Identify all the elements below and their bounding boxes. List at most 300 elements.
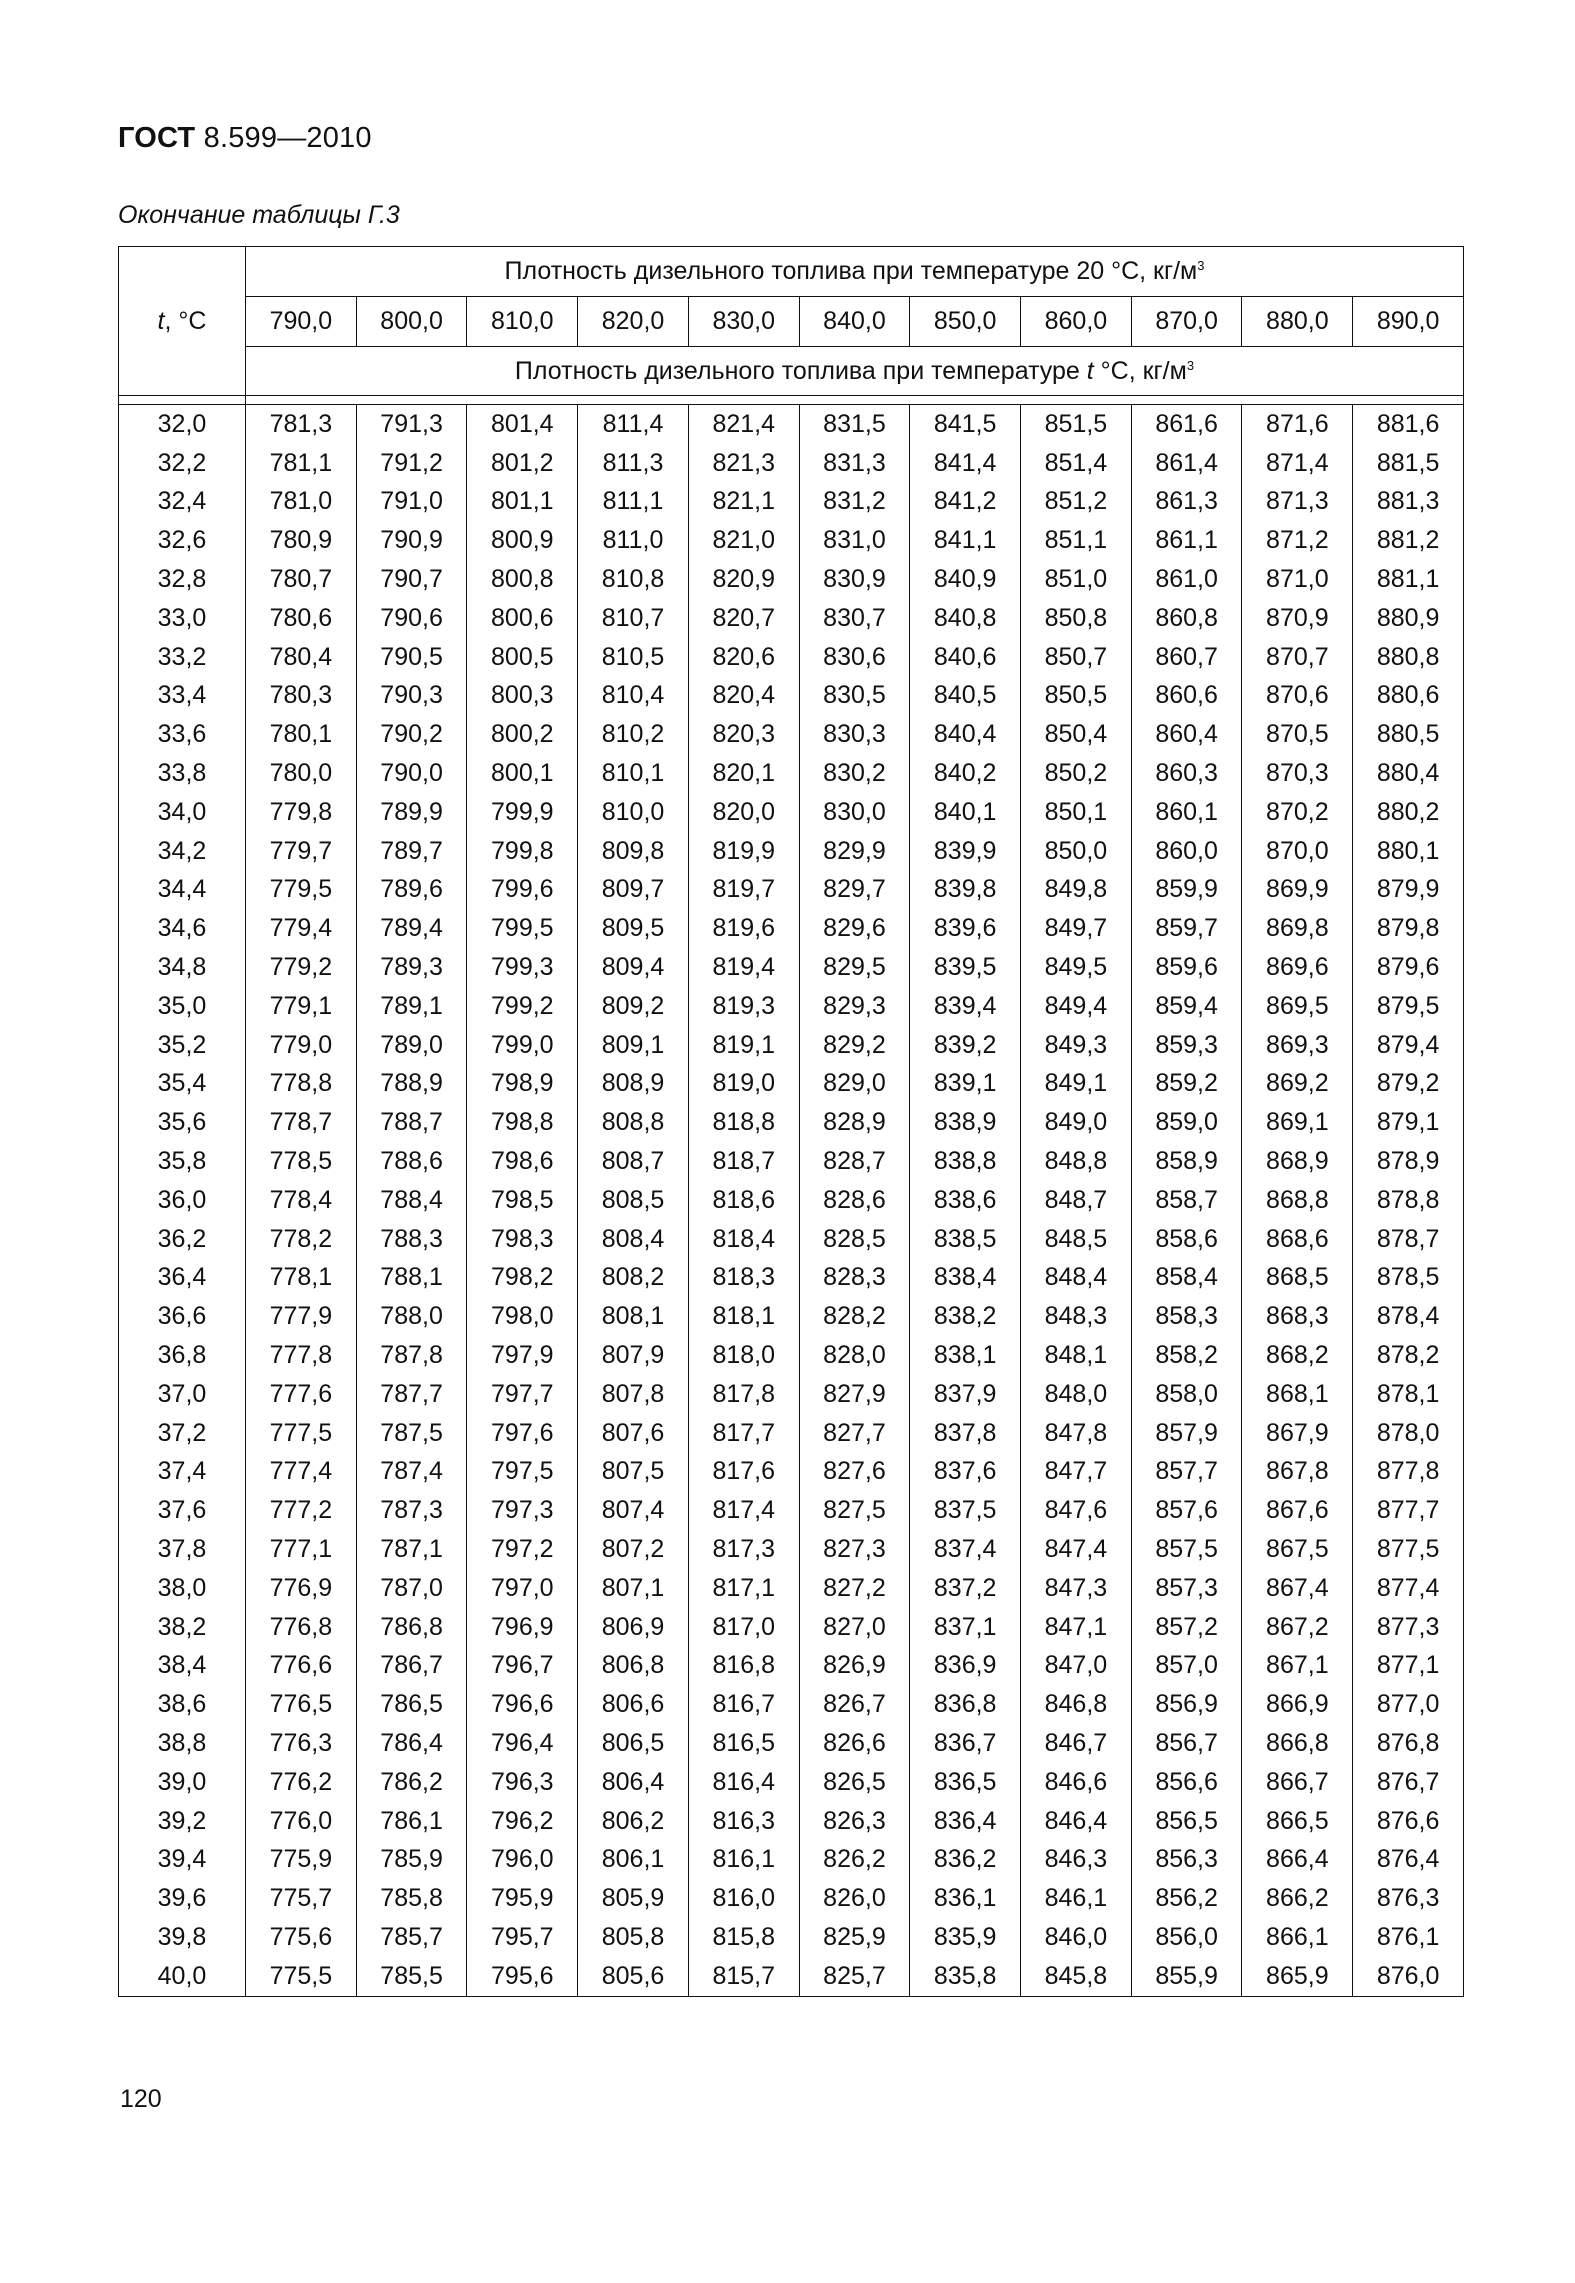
- table-row: [119, 1608, 1464, 1647]
- density-cell: 816,0: [688, 1879, 799, 1918]
- density-cell: 836,1: [910, 1879, 1021, 1918]
- density-cell: 878,0: [1353, 1414, 1464, 1453]
- temperature-cell: 37,8: [119, 1530, 246, 1569]
- density-cell: 828,0: [799, 1336, 910, 1375]
- density-cell: 815,7: [688, 1957, 799, 1996]
- density-cell: 800,5: [467, 638, 578, 677]
- density-cell: 800,3: [467, 677, 578, 716]
- density-cell: 866,2: [1242, 1879, 1353, 1918]
- density-cell: 840,8: [910, 599, 1021, 638]
- temperature-cell: 34,6: [119, 909, 246, 948]
- density-cell: 819,6: [688, 909, 799, 948]
- density-cell: 790,3: [356, 677, 467, 716]
- density-cell: 816,3: [688, 1802, 799, 1841]
- density-cell: 808,8: [578, 1103, 689, 1142]
- density-cell: 827,0: [799, 1608, 910, 1647]
- density-cell: 850,7: [1021, 638, 1132, 677]
- density-cell: 847,3: [1021, 1569, 1132, 1608]
- density-cell: 776,6: [246, 1647, 357, 1686]
- density-cell: 870,0: [1242, 832, 1353, 871]
- density-column-header: 830,0: [688, 297, 799, 347]
- density-cell: 869,6: [1242, 948, 1353, 987]
- temperature-cell: 36,2: [119, 1220, 246, 1259]
- table-row: [119, 405, 1464, 444]
- standard-label: ГОСТ: [118, 122, 196, 154]
- density-cell: 778,5: [246, 1142, 357, 1181]
- density-cell: 776,3: [246, 1724, 357, 1763]
- table-row: [119, 1569, 1464, 1608]
- temperature-cell: 38,8: [119, 1724, 246, 1763]
- density-cell: 798,6: [467, 1142, 578, 1181]
- table-row: [119, 1724, 1464, 1763]
- density-cell: 808,1: [578, 1297, 689, 1336]
- temperature-cell: 33,4: [119, 677, 246, 716]
- density-cell: 786,5: [356, 1685, 467, 1724]
- density-cell: 787,5: [356, 1414, 467, 1453]
- density-cell: 787,3: [356, 1491, 467, 1530]
- temperature-cell: 34,8: [119, 948, 246, 987]
- density-cell: 789,9: [356, 793, 467, 832]
- density-cell: 788,6: [356, 1142, 467, 1181]
- density-cell: 846,8: [1021, 1685, 1132, 1724]
- density-cell: 785,9: [356, 1840, 467, 1879]
- density-column-header: 800,0: [356, 297, 467, 347]
- density-cell: 880,8: [1353, 638, 1464, 677]
- density-cell: 816,4: [688, 1763, 799, 1802]
- density-cell: 880,9: [1353, 599, 1464, 638]
- density-cell: 777,2: [246, 1491, 357, 1530]
- density-cell: 849,1: [1021, 1065, 1132, 1104]
- density-cell: 858,3: [1131, 1297, 1242, 1336]
- density-cell: 776,9: [246, 1569, 357, 1608]
- density-cell: 837,4: [910, 1530, 1021, 1569]
- density-cell: 808,7: [578, 1142, 689, 1181]
- density-cell: 775,9: [246, 1840, 357, 1879]
- density-cell: 877,3: [1353, 1608, 1464, 1647]
- density-cell: 810,2: [578, 715, 689, 754]
- table-row: [119, 1414, 1464, 1453]
- density-cell: 856,3: [1131, 1840, 1242, 1879]
- density-cell: 835,8: [910, 1957, 1021, 1996]
- density-cell: 810,5: [578, 638, 689, 677]
- density-cell: 830,0: [799, 793, 910, 832]
- density-cell: 856,9: [1131, 1685, 1242, 1724]
- density-column-header: 810,0: [467, 297, 578, 347]
- density-cell: 800,8: [467, 560, 578, 599]
- density-cell: 827,9: [799, 1375, 910, 1414]
- density-cell: 860,1: [1131, 793, 1242, 832]
- density-cell: 866,5: [1242, 1802, 1353, 1841]
- table-row: [119, 948, 1464, 987]
- density-cell: 880,5: [1353, 715, 1464, 754]
- temperature-cell: 38,4: [119, 1647, 246, 1686]
- density-cell: 787,4: [356, 1453, 467, 1492]
- density-cell: 779,0: [246, 1026, 357, 1065]
- density-cell: 859,6: [1131, 948, 1242, 987]
- table-row: [119, 638, 1464, 677]
- density-cell: 819,0: [688, 1065, 799, 1104]
- density-cell: 839,8: [910, 871, 1021, 910]
- density-cell: 851,4: [1021, 444, 1132, 483]
- density-cell: 849,3: [1021, 1026, 1132, 1065]
- density-cell: 836,5: [910, 1763, 1021, 1802]
- density-cell: 857,6: [1131, 1491, 1242, 1530]
- temperature-cell: 32,8: [119, 560, 246, 599]
- temperature-cell: 36,0: [119, 1181, 246, 1220]
- table-row: [119, 715, 1464, 754]
- density-cell: 808,2: [578, 1259, 689, 1298]
- density-cell: 860,7: [1131, 638, 1242, 677]
- table-row: [119, 987, 1464, 1026]
- density-cell: 829,6: [799, 909, 910, 948]
- table-row: [119, 1103, 1464, 1142]
- density-cell: 806,1: [578, 1840, 689, 1879]
- density-cell: 859,3: [1131, 1026, 1242, 1065]
- density-cell: 846,7: [1021, 1724, 1132, 1763]
- density-cell: 869,1: [1242, 1103, 1353, 1142]
- density-cell: 790,2: [356, 715, 467, 754]
- density-cell: 860,8: [1131, 599, 1242, 638]
- density-cell: 826,6: [799, 1724, 910, 1763]
- density-cell: 818,1: [688, 1297, 799, 1336]
- density-cell: 869,2: [1242, 1065, 1353, 1104]
- density-cell: 807,9: [578, 1336, 689, 1375]
- density-cell: 847,0: [1021, 1647, 1132, 1686]
- density-cell: 786,1: [356, 1802, 467, 1841]
- density-cell: 878,4: [1353, 1297, 1464, 1336]
- density-cell: 851,0: [1021, 560, 1132, 599]
- density-cell: 857,3: [1131, 1569, 1242, 1608]
- density-cell: 828,7: [799, 1142, 910, 1181]
- density-column-header: 840,0: [799, 297, 910, 347]
- density-cell: 790,9: [356, 521, 467, 560]
- density-cell: 866,4: [1242, 1840, 1353, 1879]
- density-cell: 785,5: [356, 1957, 467, 1996]
- density-cell: 778,1: [246, 1259, 357, 1298]
- density-cell: 857,5: [1131, 1530, 1242, 1569]
- density-cell: 819,4: [688, 948, 799, 987]
- density-cell: 806,6: [578, 1685, 689, 1724]
- density-cell: 860,4: [1131, 715, 1242, 754]
- density-cell: 790,5: [356, 638, 467, 677]
- density-cell: 870,9: [1242, 599, 1353, 638]
- density-cell: 795,7: [467, 1918, 578, 1957]
- density-cell: 880,1: [1353, 832, 1464, 871]
- table-row: [119, 1375, 1464, 1414]
- density-cell: 849,0: [1021, 1103, 1132, 1142]
- density-cell: 797,9: [467, 1336, 578, 1375]
- density-cell: 790,0: [356, 754, 467, 793]
- density-cell: 796,9: [467, 1608, 578, 1647]
- density-cell: 820,9: [688, 560, 799, 599]
- density-cell: 851,2: [1021, 483, 1132, 522]
- temperature-cell: 38,0: [119, 1569, 246, 1608]
- density-cell: 830,7: [799, 599, 910, 638]
- density-cell: 816,5: [688, 1724, 799, 1763]
- density-cell: 807,1: [578, 1569, 689, 1608]
- density-cell: 810,0: [578, 793, 689, 832]
- density-cell: 801,2: [467, 444, 578, 483]
- density-cell: 800,6: [467, 599, 578, 638]
- table-row: [119, 483, 1464, 522]
- density-cell: 820,3: [688, 715, 799, 754]
- density-cell: 879,9: [1353, 871, 1464, 910]
- table-caption: Окончание таблицы Г.3: [118, 201, 400, 229]
- density-cell: 820,4: [688, 677, 799, 716]
- density-cell: 848,5: [1021, 1220, 1132, 1259]
- temperature-cell: 35,2: [119, 1026, 246, 1065]
- density-cell: 819,7: [688, 871, 799, 910]
- density-cell: 840,5: [910, 677, 1021, 716]
- density-column-header: 820,0: [578, 297, 689, 347]
- temperature-cell: 36,8: [119, 1336, 246, 1375]
- density-cell: 778,7: [246, 1103, 357, 1142]
- table-row: [119, 1840, 1464, 1879]
- density-cell: 840,4: [910, 715, 1021, 754]
- density-cell: 870,2: [1242, 793, 1353, 832]
- density-cell: 806,2: [578, 1802, 689, 1841]
- density-cell: 838,6: [910, 1181, 1021, 1220]
- density-cell: 876,0: [1353, 1957, 1464, 1996]
- table-row: [119, 444, 1464, 483]
- temperature-cell: 37,6: [119, 1491, 246, 1530]
- density-cell: 836,9: [910, 1647, 1021, 1686]
- density-cell: 786,4: [356, 1724, 467, 1763]
- table-row: [119, 1763, 1464, 1802]
- density-column-header: 790,0: [246, 297, 357, 347]
- density-cell: 858,4: [1131, 1259, 1242, 1298]
- density-cell: 847,7: [1021, 1453, 1132, 1492]
- table-row: [119, 1181, 1464, 1220]
- density-cell: 866,9: [1242, 1685, 1353, 1724]
- density-cell: 780,1: [246, 715, 357, 754]
- density-cell: 861,4: [1131, 444, 1242, 483]
- density-cell: 838,4: [910, 1259, 1021, 1298]
- density-cell: 817,4: [688, 1491, 799, 1530]
- density-cell: 836,4: [910, 1802, 1021, 1841]
- density-cell: 779,7: [246, 832, 357, 871]
- density-cell: 801,1: [467, 483, 578, 522]
- density-cell: 785,7: [356, 1918, 467, 1957]
- density-cell: 870,5: [1242, 715, 1353, 754]
- density-cell: 821,3: [688, 444, 799, 483]
- density-cell: 840,9: [910, 560, 1021, 599]
- density-cell: 791,0: [356, 483, 467, 522]
- density-cell: 809,5: [578, 909, 689, 948]
- density-cell: 828,5: [799, 1220, 910, 1259]
- density-cell: 831,5: [799, 405, 910, 444]
- temperature-cell: 32,6: [119, 521, 246, 560]
- table-row: [119, 1065, 1464, 1104]
- density-cell: 798,9: [467, 1065, 578, 1104]
- density-cell: 826,7: [799, 1685, 910, 1724]
- table-row: [119, 677, 1464, 716]
- density-cell: 870,3: [1242, 754, 1353, 793]
- density-cell: 800,2: [467, 715, 578, 754]
- density-cell: 870,6: [1242, 677, 1353, 716]
- density-cell: 840,1: [910, 793, 1021, 832]
- density-cell: 848,1: [1021, 1336, 1132, 1375]
- table-row: [119, 599, 1464, 638]
- density-cell: 787,8: [356, 1336, 467, 1375]
- density-cell: 780,7: [246, 560, 357, 599]
- density-cell: 830,3: [799, 715, 910, 754]
- temperature-column-header: t, °С: [119, 247, 246, 396]
- density-cell: 828,2: [799, 1297, 910, 1336]
- temperature-cell: 35,6: [119, 1103, 246, 1142]
- table-row: [119, 1026, 1464, 1065]
- density-cell: 838,9: [910, 1103, 1021, 1142]
- density-cell: 860,6: [1131, 677, 1242, 716]
- table-row: [119, 793, 1464, 832]
- density-cell: 848,4: [1021, 1259, 1132, 1298]
- density-cell: 777,8: [246, 1336, 357, 1375]
- table-row: [119, 1259, 1464, 1298]
- density-cell: 815,8: [688, 1918, 799, 1957]
- density-cell: 837,2: [910, 1569, 1021, 1608]
- density-cell: 826,3: [799, 1802, 910, 1841]
- table-row: [119, 1685, 1464, 1724]
- density-cell: 777,4: [246, 1453, 357, 1492]
- density-cell: 845,8: [1021, 1957, 1132, 1996]
- density-cell: 797,2: [467, 1530, 578, 1569]
- density-cell: 837,6: [910, 1453, 1021, 1492]
- density-cell: 840,6: [910, 638, 1021, 677]
- density-cell: 788,7: [356, 1103, 467, 1142]
- density-column-header: 850,0: [910, 297, 1021, 347]
- density-cell: 839,4: [910, 987, 1021, 1026]
- density-cell: 829,9: [799, 832, 910, 871]
- density-cell: 779,8: [246, 793, 357, 832]
- density-cell: 860,3: [1131, 754, 1242, 793]
- density-cell: 800,1: [467, 754, 578, 793]
- density-cell: 798,2: [467, 1259, 578, 1298]
- density-cell: 839,6: [910, 909, 1021, 948]
- density-cell: 878,8: [1353, 1181, 1464, 1220]
- density-cell: 857,2: [1131, 1608, 1242, 1647]
- density-cell: 777,1: [246, 1530, 357, 1569]
- temperature-cell: 33,2: [119, 638, 246, 677]
- density-cell: 839,9: [910, 832, 1021, 871]
- density-cell: 830,6: [799, 638, 910, 677]
- density-cell: 778,4: [246, 1181, 357, 1220]
- density-cell: 817,6: [688, 1453, 799, 1492]
- density-cell: 861,1: [1131, 521, 1242, 560]
- density-cell: 798,8: [467, 1103, 578, 1142]
- table-row: [119, 909, 1464, 948]
- density-cell: 778,2: [246, 1220, 357, 1259]
- page-number: 120: [120, 2085, 162, 2113]
- density-cell: 867,2: [1242, 1608, 1353, 1647]
- density-cell: 841,2: [910, 483, 1021, 522]
- density-cell: 851,5: [1021, 405, 1132, 444]
- temperature-cell: 32,2: [119, 444, 246, 483]
- density-cell: 858,2: [1131, 1336, 1242, 1375]
- density-cell: 816,8: [688, 1647, 799, 1686]
- temperature-cell: 39,8: [119, 1918, 246, 1957]
- density-cell: 841,4: [910, 444, 1021, 483]
- temperature-cell: 36,4: [119, 1259, 246, 1298]
- density-cell: 798,5: [467, 1181, 578, 1220]
- density-cell: 837,5: [910, 1491, 1021, 1530]
- density-cell: 876,1: [1353, 1918, 1464, 1957]
- density-cell: 818,3: [688, 1259, 799, 1298]
- density-cell: 780,9: [246, 521, 357, 560]
- density-cell: 825,7: [799, 1957, 910, 1996]
- density-cell: 877,8: [1353, 1453, 1464, 1492]
- density-cell: 848,8: [1021, 1142, 1132, 1181]
- density-cell: 878,1: [1353, 1375, 1464, 1414]
- temperature-cell: 33,6: [119, 715, 246, 754]
- density-cell: 807,4: [578, 1491, 689, 1530]
- table-row: [119, 1453, 1464, 1492]
- density-cell: 830,9: [799, 560, 910, 599]
- table-row: [119, 1297, 1464, 1336]
- density-cell: 780,3: [246, 677, 357, 716]
- density-cell: 879,4: [1353, 1026, 1464, 1065]
- density-cell: 827,2: [799, 1569, 910, 1608]
- density-cell: 871,0: [1242, 560, 1353, 599]
- density-cell: 846,1: [1021, 1879, 1132, 1918]
- density-cell: 820,7: [688, 599, 799, 638]
- density-cell: 829,2: [799, 1026, 910, 1065]
- density-cell: 786,7: [356, 1647, 467, 1686]
- density-cell: 809,1: [578, 1026, 689, 1065]
- density-cell: 775,7: [246, 1879, 357, 1918]
- density-cell: 850,8: [1021, 599, 1132, 638]
- density-cell: 867,5: [1242, 1530, 1353, 1569]
- table-row: [119, 1491, 1464, 1530]
- standard-number: 8.599—2010: [203, 122, 372, 154]
- density-cell: 869,3: [1242, 1026, 1353, 1065]
- density-cell: 789,3: [356, 948, 467, 987]
- density-cell: 850,2: [1021, 754, 1132, 793]
- table-row: [119, 1802, 1464, 1841]
- density-cell: 786,2: [356, 1763, 467, 1802]
- density-cell: 847,1: [1021, 1608, 1132, 1647]
- density-cell: 869,9: [1242, 871, 1353, 910]
- density-cell: 858,6: [1131, 1220, 1242, 1259]
- density-cell: 817,7: [688, 1414, 799, 1453]
- density-cell: 879,2: [1353, 1065, 1464, 1104]
- density-cell: 847,6: [1021, 1491, 1132, 1530]
- density-cell: 876,4: [1353, 1840, 1464, 1879]
- density-cell: 829,7: [799, 871, 910, 910]
- density-cell: 796,3: [467, 1763, 578, 1802]
- density-cell: 846,4: [1021, 1802, 1132, 1841]
- density-cell: 856,2: [1131, 1879, 1242, 1918]
- density-cell: 878,9: [1353, 1142, 1464, 1181]
- density-cell: 869,8: [1242, 909, 1353, 948]
- density-cell: 809,4: [578, 948, 689, 987]
- density-cell: 817,3: [688, 1530, 799, 1569]
- density-cell: 805,6: [578, 1957, 689, 1996]
- temperature-cell: 35,8: [119, 1142, 246, 1181]
- density-cell: 848,3: [1021, 1297, 1132, 1336]
- density-cell: 787,1: [356, 1530, 467, 1569]
- density-cell: 800,9: [467, 521, 578, 560]
- density-cell: 777,5: [246, 1414, 357, 1453]
- temperature-cell: 34,0: [119, 793, 246, 832]
- density-cell: 866,7: [1242, 1763, 1353, 1802]
- table-row: [119, 871, 1464, 910]
- density-table: [118, 246, 1464, 1997]
- density-column-header: 870,0: [1131, 297, 1242, 347]
- density-cell: 859,0: [1131, 1103, 1242, 1142]
- density-cell: 788,4: [356, 1181, 467, 1220]
- density-cell: 828,6: [799, 1181, 910, 1220]
- density-cell: 848,7: [1021, 1181, 1132, 1220]
